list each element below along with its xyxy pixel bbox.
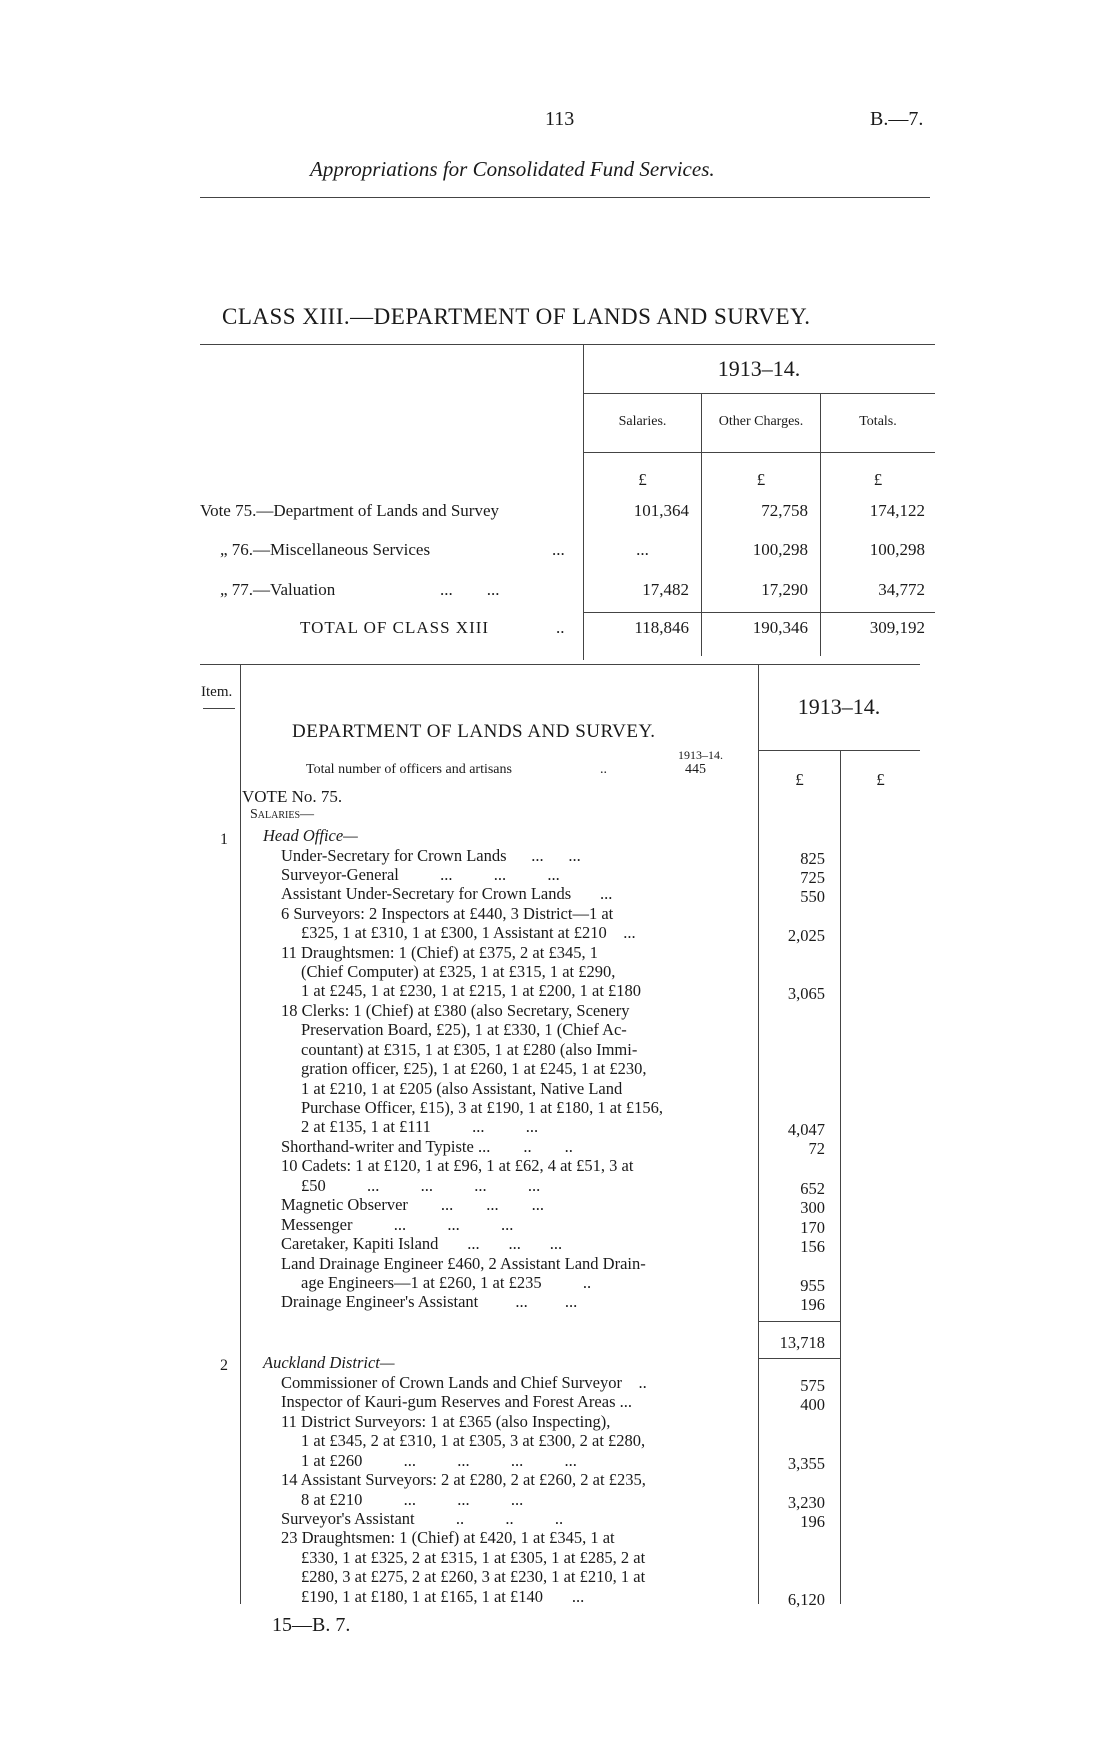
vote-76-salaries: ... (636, 540, 649, 559)
auckland-line: 1 at £260 ... ... ... ... (301, 1451, 577, 1470)
total-class-label: TOTAL OF CLASS XIII (300, 618, 490, 637)
summary-total-rule (584, 612, 935, 613)
running-title: Appropriations for Consolidated Fund Services. (310, 157, 715, 181)
head-office-line: 1 at £210, 1 at £205 (also Assistant, Native Land (301, 1079, 623, 1098)
head-office-heading: Head Office— (263, 826, 358, 845)
page-number: 113 (545, 108, 575, 130)
auckland-line: £330, 1 at £325, 2 at £315, 1 at £305, 1 at £285, 2 at (301, 1548, 646, 1567)
head-office-line: 6 Surveyors: 2 Inspectors at £440, 3 District—1 at (281, 904, 614, 923)
footer-signature: 15—B. 7. (272, 1614, 351, 1636)
header-rule (200, 197, 930, 198)
head-office-line: Drainage Engineer's Assistant ... ... (281, 1292, 578, 1311)
summary-header-totals: Totals. (859, 414, 897, 429)
officers-dots: .. (600, 762, 607, 777)
detail-item-divider (240, 664, 241, 1604)
item-number-2: 2 (220, 1357, 228, 1374)
total-class-salaries: 118,846 (634, 618, 689, 637)
head-office-line: Surveyor-General ... ... ... (281, 865, 560, 884)
summary-top-rule (200, 344, 935, 345)
head-office-amount: 72 (808, 1139, 825, 1158)
detail-year-rule (759, 750, 920, 751)
detail-currency-1: £ (795, 770, 804, 789)
currency-salaries: £ (638, 470, 647, 489)
head-office-amount: 2,025 (787, 926, 825, 945)
auckland-amount: 6,120 (787, 1590, 825, 1609)
head-office-total: 13,718 (779, 1333, 825, 1352)
head-office-line: Shorthand-writer and Typiste ... .. .. (281, 1137, 573, 1156)
head-office-line: 10 Cadets: 1 at £120, 1 at £96, 1 at £62, 4 at £51, 3 at (281, 1156, 634, 1175)
summary-col-divider-3 (820, 393, 821, 656)
head-office-line: 1 at £245, 1 at £230, 1 at £215, 1 at £200, 1 at £180 (301, 981, 642, 1000)
head-office-line: 18 Clerks: 1 (Chief) at £380 (also Secretary, Scenery (281, 1001, 630, 1020)
total-class-total: 309,192 (869, 618, 925, 637)
head-office-line: Purchase Officer, £15), 3 at £190, 1 at £180, 1 at £156, (301, 1098, 663, 1117)
vote-76-dots: ... (552, 540, 565, 559)
head-office-line: Caretaker, Kapiti Island ... ... ... (281, 1234, 563, 1253)
head-office-line: Messenger ... ... ... (281, 1215, 514, 1234)
summary-header-salaries: Salaries. (618, 414, 667, 429)
head-office-line: Under-Secretary for Crown Lands ... ... (281, 846, 581, 865)
vote-77-dots: ... ... (440, 580, 500, 599)
head-office-amount: 825 (800, 849, 825, 868)
vote-77-total: 34,772 (878, 580, 925, 599)
auckland-line: Inspector of Kauri-gum Reserves and Forest Areas ... (281, 1392, 632, 1411)
auckland-amount: 3,355 (787, 1454, 825, 1473)
head-office-line: Land Drainage Engineer £460, 2 Assistant Land Drain- (281, 1254, 646, 1273)
vote-76-total: 100,298 (869, 540, 925, 559)
head-office-total-rule (759, 1358, 840, 1359)
vote-77-other: 17,290 (761, 580, 808, 599)
vote-76-label: „ 76.—Miscellaneous Services (220, 540, 431, 559)
head-office-line: countant) at £315, 1 at £305, 1 at £280 (also Immi- (301, 1040, 638, 1059)
detail-currency-2: £ (876, 770, 885, 789)
detail-top-rule (200, 664, 920, 665)
head-office-amount: 170 (800, 1218, 825, 1237)
vote-77-salaries: 17,482 (642, 580, 689, 599)
summary-year-rule (584, 393, 935, 394)
head-office-amount: 196 (800, 1295, 825, 1314)
auckland-line: £190, 1 at £180, 1 at £165, 1 at £140 ... (301, 1587, 585, 1606)
auckland-line: Commissioner of Crown Lands and Chief Surveyor .. (281, 1373, 647, 1392)
auckland-amount: 3,230 (787, 1493, 825, 1512)
auckland-line: 11 District Surveyors: 1 at £365 (also Inspecting), (281, 1412, 611, 1431)
head-office-amount: 300 (800, 1198, 825, 1217)
item-number-1: 1 (220, 831, 228, 848)
summary-header-other: Other Charges. (718, 414, 804, 429)
head-office-amount: 652 (800, 1179, 825, 1198)
head-office-line: Preservation Board, £25), 1 at £330, 1 (Chief Ac- (301, 1020, 627, 1039)
auckland-heading: Auckland District— (263, 1353, 395, 1372)
head-office-line: Magnetic Observer ... ... ... (281, 1195, 545, 1214)
head-office-line: Assistant Under-Secretary for Crown Lands ... (281, 884, 613, 903)
salaries-heading: Salaries— (250, 807, 315, 822)
head-office-subtotal-rule (759, 1321, 840, 1322)
summary-col-divider-2 (701, 393, 702, 656)
currency-other: £ (756, 470, 766, 489)
auckland-line: £280, 3 at £275, 2 at £260, 3 at £230, 1 at £210, 1 at (301, 1567, 646, 1586)
vote-77-label: „ 77.—Valuation (220, 580, 336, 599)
vote-75-total: 174,122 (869, 501, 925, 520)
head-office-amount: 955 (800, 1276, 825, 1295)
head-office-line: £50 ... ... ... ... (301, 1176, 541, 1195)
officers-count: 445 (685, 762, 706, 777)
head-office-amount: 3,065 (787, 984, 825, 1003)
officers-year: 1913–14. (678, 748, 723, 762)
item-header: Item. (201, 684, 233, 700)
vote-75-other: 72,758 (761, 501, 808, 520)
head-office-line: (Chief Computer) at £325, 1 at £315, 1 at £290, (301, 962, 616, 981)
document-reference: B.—7. (870, 108, 924, 130)
total-class-dots: .. (556, 618, 565, 637)
auckland-line: Surveyor's Assistant .. .. .. (281, 1509, 564, 1528)
vote-75-label: Vote 75.—Department of Lands and Survey (200, 501, 500, 520)
head-office-amount: 156 (800, 1237, 825, 1256)
detail-year: 1913–14. (797, 694, 881, 719)
auckland-amount: 575 (800, 1376, 825, 1395)
vote-76-other: 100,298 (752, 540, 808, 559)
head-office-amount: 4,047 (787, 1120, 825, 1139)
head-office-line: £325, 1 at £310, 1 at £300, 1 Assistant at £210 ... (301, 923, 636, 942)
currency-totals: £ (873, 470, 883, 489)
vote-75-salaries: 101,364 (633, 501, 689, 520)
auckland-line: 14 Assistant Surveyors: 2 at £280, 2 at £260, 2 at £235, (281, 1470, 646, 1489)
head-office-line: gration officer, £25), 1 at £260, 1 at £245, 1 at £230, (301, 1059, 647, 1078)
total-class-other: 190,346 (752, 618, 808, 637)
head-office-line: 11 Draughtsmen: 1 (Chief) at £375, 2 at £345, 1 (281, 943, 598, 962)
class-title: CLASS XIII.—DEPARTMENT OF LANDS AND SURVEY. (222, 304, 811, 329)
auckland-amount: 400 (800, 1395, 825, 1414)
head-office-amount: 725 (800, 868, 825, 887)
head-office-amount: 550 (800, 887, 825, 906)
vote-heading: VOTE No. 75. (242, 787, 343, 806)
head-office-line: 2 at £135, 1 at £111 ... ... (301, 1117, 539, 1136)
auckland-line: 1 at £345, 2 at £310, 1 at £305, 3 at £300, 2 at £280, (301, 1431, 646, 1450)
summary-header-rule (584, 452, 935, 453)
item-header-rule (203, 708, 235, 709)
auckland-amount: 196 (800, 1512, 825, 1531)
head-office-line: age Engineers—1 at £260, 1 at £235 .. (301, 1273, 592, 1292)
department-title: DEPARTMENT OF LANDS AND SURVEY. (292, 721, 656, 742)
auckland-line: 8 at £210 ... ... ... (301, 1490, 524, 1509)
summary-year: 1913–14. (717, 356, 801, 381)
auckland-line: 23 Draughtsmen: 1 (Chief) at £420, 1 at £345, 1 at (281, 1528, 615, 1547)
officers-label: Total number of officers and artisans (306, 762, 512, 777)
detail-amount-divider-2 (840, 750, 841, 1604)
